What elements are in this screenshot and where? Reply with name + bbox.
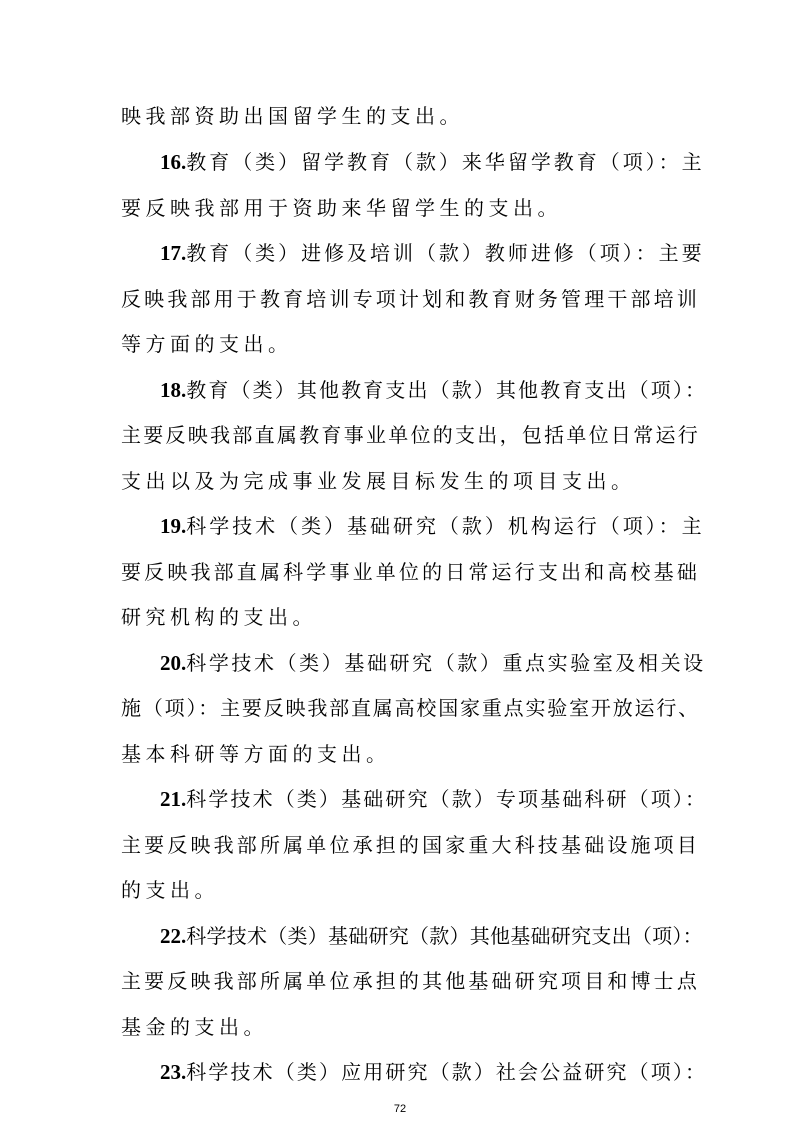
text-line: 基本科研等方面的支出。 bbox=[121, 742, 391, 766]
text-line: 支出以及为完成事业发展目标发生的项目支出。 bbox=[121, 469, 636, 493]
text-line: 施（项）：主要反映我部直属高校国家重点实验室开放运行、 bbox=[121, 696, 700, 720]
text-line: 要反映我部用于资助来华留学生的支出。 bbox=[121, 196, 562, 220]
item-20-heading: 20.科学技术（类）基础研究（款）重点实验室及相关设 bbox=[160, 651, 706, 675]
item-number: 21. bbox=[160, 787, 187, 811]
item-number: 20. bbox=[160, 651, 187, 675]
text-line: 反映我部用于教育培训专项计划和教育财务管理干部培训 bbox=[121, 287, 700, 311]
text-line: 主要反映我部所属单位承担的其他基础研究项目和博士点 bbox=[121, 969, 700, 993]
item-23-heading: 23.科学技术（类）应用研究（款）社会公益研究（项）： bbox=[160, 1060, 708, 1084]
text-line: 要反映我部直属科学事业单位的日常运行支出和高校基础 bbox=[121, 560, 700, 584]
item-16-heading: 16.教育（类）留学教育（款）来华留学教育（项）：主 bbox=[160, 150, 705, 174]
text-line: 主要反映我部直属教育事业单位的支出，包括单位日常运行 bbox=[121, 423, 700, 447]
item-17-heading: 17.教育（类）进修及培训（款）教师进修（项）：主要 bbox=[160, 241, 705, 265]
item-number: 19. bbox=[160, 514, 187, 538]
item-22-heading: 22.科学技术（类）基础研究（款）其他基础研究支出（项）： bbox=[160, 924, 703, 948]
page-number: 72 bbox=[393, 1103, 407, 1115]
text-line: 等方面的支出。 bbox=[121, 332, 293, 356]
item-number: 22. bbox=[160, 924, 187, 948]
text-line: 基金的支出。 bbox=[121, 1015, 268, 1039]
item-number: 16. bbox=[160, 150, 187, 174]
item-19-heading: 19.科学技术（类）基础研究（款）机构运行（项）：主 bbox=[160, 514, 705, 538]
text-line: 主要反映我部所属单位承担的国家重大科技基础设施项目 bbox=[121, 833, 700, 857]
text-line: 映我部资助出国留学生的支出。 bbox=[121, 104, 464, 128]
item-number: 18. bbox=[160, 378, 187, 402]
item-21-heading: 21.科学技术（类）基础研究（款）专项基础科研（项）： bbox=[160, 787, 708, 811]
item-18-heading: 18.教育（类）其他教育支出（款）其他教育支出（项）： bbox=[160, 378, 708, 402]
item-number: 17. bbox=[160, 241, 187, 265]
text-line: 的支出。 bbox=[121, 878, 219, 902]
item-number: 23. bbox=[160, 1060, 187, 1084]
text-line: 研究机构的支出。 bbox=[121, 605, 317, 629]
